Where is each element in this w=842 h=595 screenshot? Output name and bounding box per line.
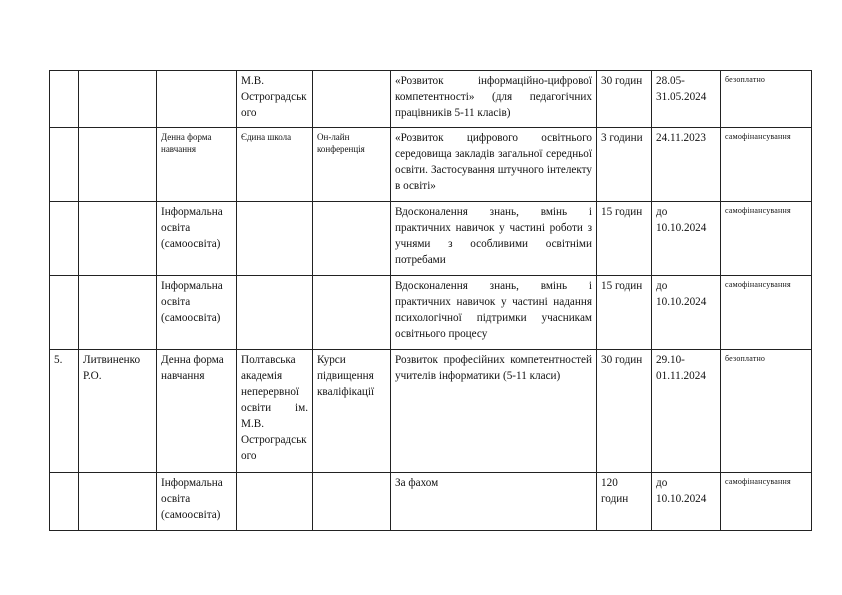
event-type	[313, 202, 391, 276]
table-row	[50, 276, 812, 350]
date: 29.10-01.11.2024	[652, 350, 721, 473]
funding: безоплатно	[721, 350, 812, 473]
row-number	[50, 71, 79, 128]
hours: 30 годин	[597, 71, 652, 128]
row-number	[50, 128, 79, 202]
teacher-name: Литвиненко Р.О.	[79, 350, 157, 473]
date: до 10.10.2024	[652, 202, 721, 276]
study-form: Денна форма навчання	[157, 128, 237, 202]
date: до 10.10.2024	[652, 276, 721, 350]
row-number	[50, 473, 79, 531]
institution	[237, 473, 313, 531]
event-type	[313, 473, 391, 531]
teacher-name	[79, 276, 157, 350]
hours: 15 годин	[597, 276, 652, 350]
study-form: Інформальна освіта (самоосвіта)	[157, 276, 237, 350]
table-row	[50, 473, 812, 531]
institution	[237, 202, 313, 276]
funding: безоплатно	[721, 71, 812, 128]
row-number	[50, 276, 79, 350]
table-row	[50, 128, 812, 202]
teacher-name	[79, 128, 157, 202]
funding: самофінансування	[721, 276, 812, 350]
study-form: Денна форма навчання	[157, 350, 237, 473]
row-number: 5.	[50, 350, 79, 473]
funding: самофінансування	[721, 473, 812, 531]
topic: «Розвиток цифрового освітнього середовища закладів загальної середньої освіти. Застосування штучного інтелекту в освіті»	[391, 128, 597, 202]
date: 28.05-31.05.2024	[652, 71, 721, 128]
event-type	[313, 71, 391, 128]
teacher-name	[79, 473, 157, 531]
topic: Розвиток професійних компетентностей учителів інформатики (5-11 класи)	[391, 350, 597, 473]
teacher-name	[79, 202, 157, 276]
event-type	[313, 276, 391, 350]
funding: самофінансування	[721, 202, 812, 276]
table-row	[50, 350, 812, 473]
hours: 3 години	[597, 128, 652, 202]
topic: Вдосконалення знань, вмінь і практичних навичок у частині роботи з учнями з особливими освітніми потребами	[391, 202, 597, 276]
institution: М.В. Остроградського	[237, 71, 313, 128]
topic: За фахом	[391, 473, 597, 531]
topic: «Розвиток інформаційно-цифрової компетентності» (для педагогічних працівників 5-11 класів)	[391, 71, 597, 128]
hours: 120 годин	[597, 473, 652, 531]
training-table	[49, 70, 812, 531]
table-row	[50, 202, 812, 276]
study-form	[157, 71, 237, 128]
study-form: Інформальна освіта (самоосвіта)	[157, 473, 237, 531]
date: 24.11.2023	[652, 128, 721, 202]
institution: Єдина школа	[237, 128, 313, 202]
event-type: Курси підвищення кваліфікації	[313, 350, 391, 473]
hours: 15 годин	[597, 202, 652, 276]
topic: Вдосконалення знань, вмінь і практичних навичок у частині надання психологічної підтримки учасникам освітнього процесу	[391, 276, 597, 350]
study-form: Інформальна освіта (самоосвіта)	[157, 202, 237, 276]
date: до 10.10.2024	[652, 473, 721, 531]
funding: самофінансування	[721, 128, 812, 202]
table-row	[50, 71, 812, 128]
row-number	[50, 202, 79, 276]
event-type: Он-лайн конференція	[313, 128, 391, 202]
hours: 30 годин	[597, 350, 652, 473]
teacher-name	[79, 71, 157, 128]
institution	[237, 276, 313, 350]
institution: Полтавська академія неперервної освіти ім. М.В. Остроградського	[237, 350, 313, 473]
